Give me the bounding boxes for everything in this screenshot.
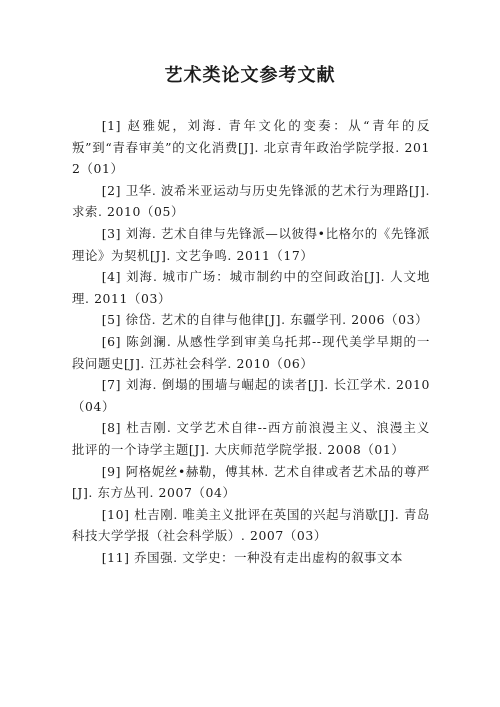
reference-text: 杜吉刚. 唯美主义批评在英国的兴起与消歇[J]. 青岛科技大学学报（社会科学版）. 2007（03） — [72, 506, 430, 544]
reference-text: 杜吉刚. 文学艺术自律--西方前浪漫主义、浪漫主义批评的一个诗学主题[J]. 大庆师范学院学报. 2008（01） — [72, 420, 430, 457]
reference-number: [8] — [101, 420, 122, 436]
reference-list — [72, 115, 430, 568]
reference-item — [72, 309, 430, 331]
reference-text: 卫华. 波希米亚运动与历史先锋派的艺术行为理路[J]. 求索. 2010（05） — [72, 182, 430, 220]
reference-number: [2] — [101, 182, 122, 198]
reference-number: [9] — [101, 463, 122, 479]
reference-text: 徐岱. 艺术的自律与他律[J]. 东疆学刊. 2006（03） — [125, 312, 429, 328]
reference-item — [72, 331, 430, 374]
reference-number: [1] — [101, 118, 122, 133]
reference-item — [72, 180, 430, 223]
reference-item — [72, 504, 430, 547]
reference-number: [3] — [101, 225, 122, 241]
reference-number: [4] — [101, 269, 122, 285]
reference-text: 刘海. 倒塌的围墙与崛起的读者[J]. 长江学术. 2010（04） — [72, 377, 430, 414]
reference-item — [72, 547, 430, 569]
reference-text: 刘海. 艺术自律与先锋派—以彼得•比格尔的《先锋派理论》为契机[J]. 文艺争鸣. 2011（17） — [72, 225, 430, 263]
reference-number: [5] — [101, 312, 122, 328]
reference-item — [72, 115, 430, 180]
reference-text: 乔国强. 文学史：一种没有走出虚构的叙事文本 — [134, 549, 404, 565]
reference-item — [72, 461, 430, 504]
reference-text: 赵雅妮，刘海. 青年文化的变奏：从“青年的反叛”到“青春审美”的文化消费[J]. 北京青年政治学院学报. 2012（01） — [72, 118, 430, 177]
reference-text: 刘海. 城市广场：城市制约中的空间政治[J]. 人文地理. 2011（03） — [72, 269, 430, 306]
reference-item — [72, 374, 430, 417]
reference-item — [72, 417, 430, 460]
reference-number: [7] — [101, 377, 122, 393]
document-title: 艺术类论文参考文献 — [164, 65, 336, 86]
reference-item — [72, 223, 430, 266]
reference-item — [72, 266, 430, 309]
reference-text: 陈剑澜. 从感性学到审美乌托邦--现代美学早期的一段问题史[J]. 江苏社会科学. 2010（06） — [72, 333, 430, 371]
reference-number: [10] — [101, 506, 130, 522]
reference-text: 阿格妮丝•赫勒，傅其林. 艺术自律或者艺术品的尊严[J]. 东方丛刊. 2007（04） — [72, 463, 430, 501]
reference-number: [11] — [101, 549, 130, 565]
reference-number: [6] — [101, 333, 122, 349]
